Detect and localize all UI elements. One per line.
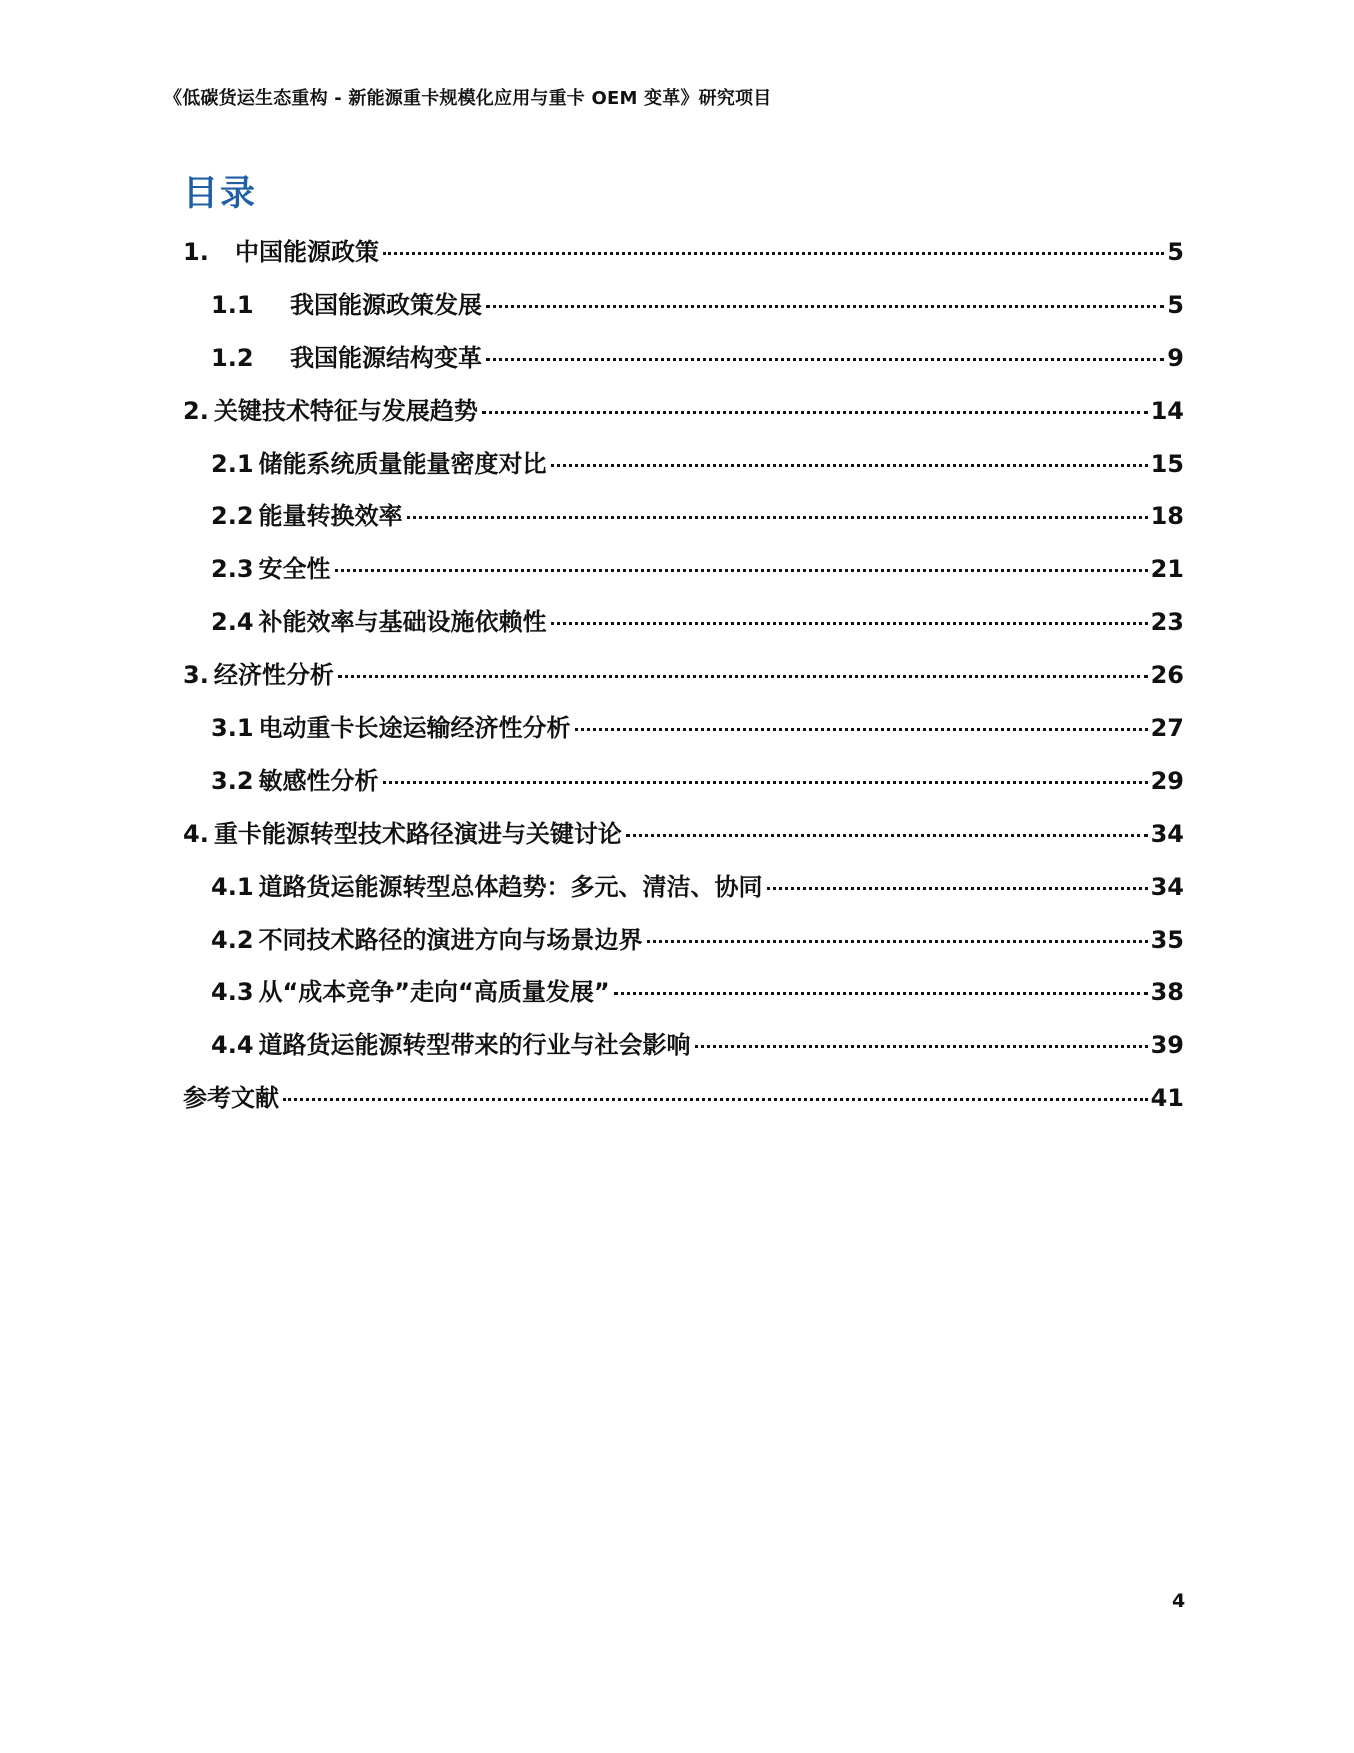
toc-entry-page: 5	[1167, 238, 1184, 266]
toc-entry-page: 9	[1167, 343, 1184, 372]
toc-entry-page: 18	[1150, 502, 1184, 531]
toc-entry[interactable]	[183, 338, 1184, 391]
toc-entry[interactable]	[183, 549, 1184, 602]
toc-entry[interactable]	[183, 761, 1184, 814]
toc-entry-page: 38	[1150, 978, 1184, 1007]
toc-entry[interactable]	[183, 655, 1184, 708]
running-header: 《低碳货运生态重构 - 新能源重卡规模化应用与重卡 OEM 变革》研究项目	[164, 88, 772, 109]
toc-entry-number: 2.3	[211, 555, 254, 584]
toc-entry[interactable]	[183, 972, 1184, 1025]
toc-dot-leader	[551, 622, 1148, 625]
toc-entry-label: 参考文献	[183, 1084, 279, 1113]
toc-entry-page: 41	[1150, 1084, 1184, 1113]
toc-entry[interactable]	[183, 920, 1184, 973]
toc-entry-label: 我国能源结构变革	[290, 343, 482, 372]
toc-entry-label: 重卡能源转型技术路径演进与关键讨论	[213, 819, 622, 848]
toc-entry[interactable]	[183, 444, 1184, 497]
toc-dot-leader	[551, 464, 1148, 467]
toc-entry-label: 关键技术特征与发展趋势	[213, 396, 478, 425]
toc-entry-number: 4.	[183, 819, 209, 848]
toc-dot-leader	[626, 834, 1148, 837]
toc-dot-leader	[338, 675, 1148, 678]
toc-entry-page: 14	[1150, 396, 1184, 425]
toc-entry-label: 道路货运能源转型总体趋势：多元、清洁、协同	[258, 872, 763, 901]
page-number: 4	[1172, 1590, 1186, 1612]
toc-entry[interactable]	[183, 1025, 1184, 1078]
toc-entry-label: 我国能源政策发展	[290, 290, 482, 319]
toc-entry-label: 补能效率与基础设施依赖性	[258, 608, 547, 637]
toc-entry-page: 26	[1150, 661, 1184, 690]
toc-entry-number: 3.2	[211, 766, 254, 795]
toc-entry-number: 2.4	[211, 608, 254, 637]
toc-entry-label: 从“成本竞争”走向“高质量发展”	[258, 978, 610, 1007]
toc-dot-leader	[407, 516, 1148, 519]
toc-dot-leader	[695, 1045, 1148, 1048]
toc-entry-label: 道路货运能源转型带来的行业与社会影响	[258, 1031, 691, 1060]
toc-entry-number: 3.	[183, 661, 209, 690]
toc-entry-page: 27	[1150, 714, 1184, 743]
toc-entry-number: 2.	[183, 396, 209, 425]
toc-entry-page: 34	[1150, 872, 1184, 901]
toc-entry-number: 1.1	[211, 290, 254, 319]
toc-entry-page: 15	[1150, 449, 1184, 478]
toc-list	[183, 232, 1184, 1131]
toc-entry-number: 4.3	[211, 978, 254, 1007]
toc-entry-page: 29	[1150, 766, 1184, 795]
toc-entry-number: 4.4	[211, 1031, 254, 1060]
toc-entry-label: 中国能源政策	[235, 238, 379, 266]
toc-entry[interactable]	[183, 814, 1184, 867]
toc-entry-number: 2.2	[211, 502, 254, 531]
toc-entry-references[interactable]	[183, 1078, 1184, 1131]
toc-entry-number: 4.2	[211, 925, 254, 954]
toc-dot-leader	[486, 305, 1164, 308]
toc-dot-leader	[283, 1098, 1148, 1101]
toc-entry-label: 经济性分析	[213, 661, 334, 690]
toc-dot-leader	[482, 411, 1148, 414]
toc-dot-leader	[335, 569, 1148, 572]
toc-dot-leader	[767, 887, 1148, 890]
toc-entry[interactable]	[183, 496, 1184, 549]
toc-entry-label: 电动重卡长途运输经济性分析	[258, 714, 571, 743]
toc-title: 目录	[183, 174, 258, 214]
toc-dot-leader	[647, 940, 1148, 943]
toc-entry[interactable]	[183, 708, 1184, 761]
toc-dot-leader	[486, 358, 1164, 361]
toc-entry-label: 安全性	[258, 555, 331, 584]
toc-dot-leader	[575, 728, 1148, 731]
toc-entry-label: 敏感性分析	[258, 766, 379, 795]
toc-entry-page: 34	[1150, 819, 1184, 848]
toc-entry-label: 不同技术路径的演进方向与场景边界	[258, 925, 643, 954]
toc-entry-number: 1.2	[211, 343, 254, 372]
toc-entry-page: 21	[1150, 555, 1184, 584]
toc-entry-page: 35	[1150, 925, 1184, 954]
toc-entry[interactable]	[183, 285, 1184, 338]
toc-entry-number: 2.1	[211, 449, 254, 478]
toc-entry-page: 23	[1150, 608, 1184, 637]
toc-entry-label: 能量转换效率	[258, 502, 403, 531]
toc-entry-label: 储能系统质量能量密度对比	[258, 449, 547, 478]
toc-entry[interactable]	[183, 867, 1184, 920]
toc-entry-number: 3.1	[211, 714, 254, 743]
toc-dot-leader	[383, 781, 1148, 784]
toc-dot-leader	[614, 992, 1148, 995]
toc-entry-number: 4.1	[211, 872, 254, 901]
toc-dot-leader	[383, 252, 1164, 255]
toc-entry[interactable]	[183, 232, 1184, 285]
toc-entry-number: 1.	[183, 238, 209, 266]
toc-entry[interactable]	[183, 391, 1184, 444]
toc-entry-page: 39	[1150, 1031, 1184, 1060]
toc-entry-page: 5	[1167, 290, 1184, 319]
toc-entry[interactable]	[183, 602, 1184, 655]
